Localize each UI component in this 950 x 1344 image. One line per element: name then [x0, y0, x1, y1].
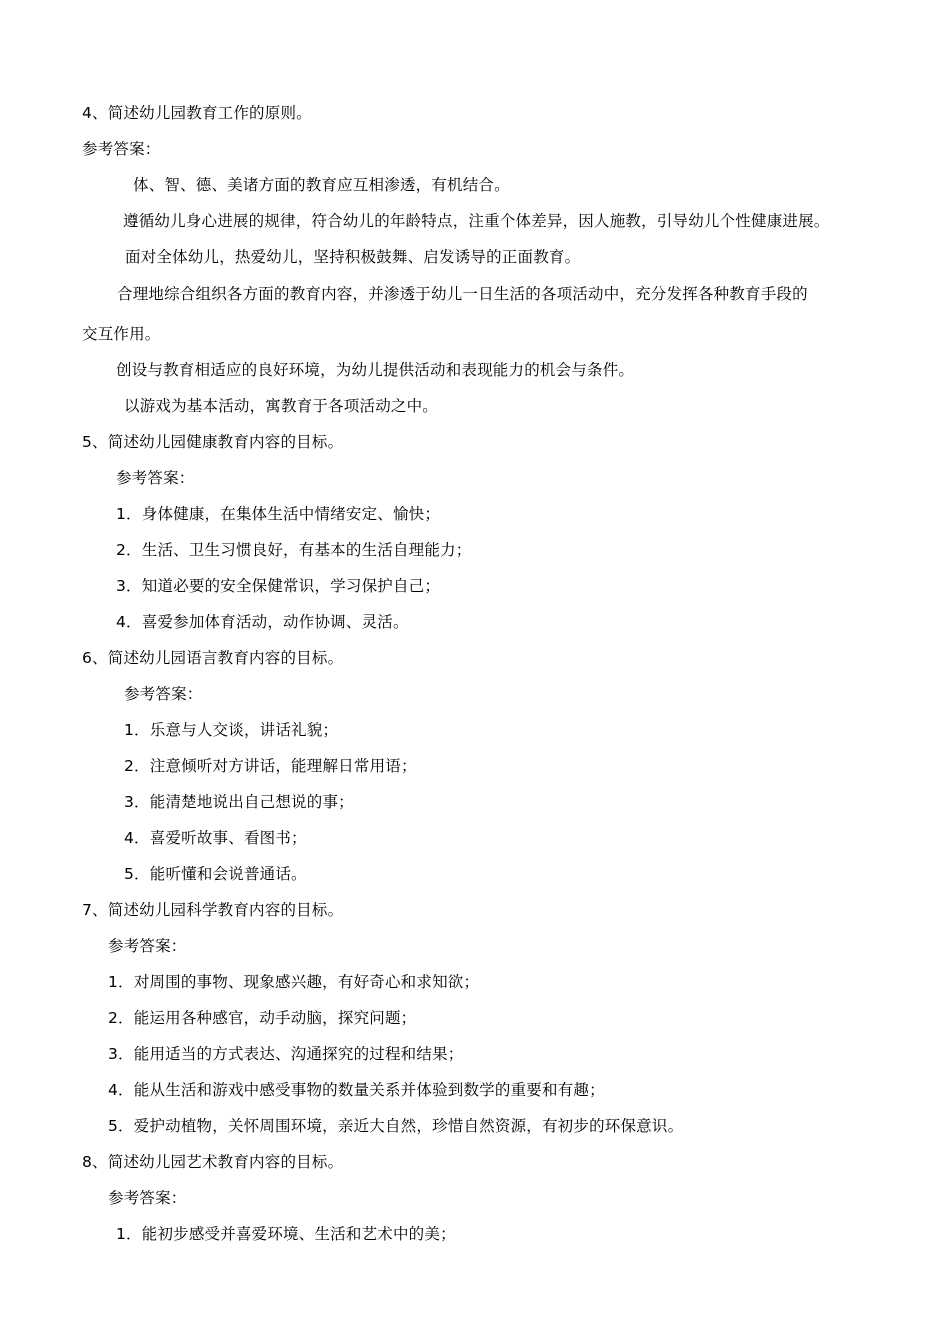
question-5-item: 2．生活、卫生习惯良好，有基本的生活自理能力； [116, 541, 472, 559]
question-6-item: 2．注意倾听对方讲话，能理解日常用语； [124, 757, 417, 775]
question-8-answer-label: 参考答案： [108, 1189, 187, 1207]
question-6-answer-label: 参考答案： [124, 685, 203, 703]
question-6-title: 6、简述幼儿园语言教育内容的目标。 [82, 649, 344, 667]
question-6-item: 5．能听懂和会说普通话。 [124, 865, 307, 883]
question-8-title: 8、简述幼儿园艺术教育内容的目标。 [82, 1153, 344, 1171]
question-7-item: 4．能从生活和游戏中感受事物的数量关系并体验到数学的重要和有趣； [108, 1081, 605, 1099]
question-7-title: 7、简述幼儿园科学教育内容的目标。 [82, 901, 344, 919]
question-7-answer-label: 参考答案： [108, 937, 187, 955]
question-5-item: 4．喜爱参加体育活动，动作协调、灵活。 [116, 613, 409, 631]
question-4-point: 遵循幼儿身心进展的规律，符合幼儿的年龄特点，注重个体差异，因人施教，引导幼儿个性健康进展。 [123, 212, 830, 230]
question-7-item: 1．对周围的事物、现象感兴趣，有好奇心和求知欲； [108, 973, 480, 991]
question-4-point: 合理地综合组织各方面的教育内容，并渗透于幼儿一日生活的各项活动中，充分发挥各种教育手段的 [117, 285, 808, 303]
question-4-answer-label: 参考答案： [82, 140, 161, 158]
question-6-item: 4．喜爱听故事、看图书； [124, 829, 307, 847]
question-8-item: 1．能初步感受并喜爱环境、生活和艺术中的美； [116, 1225, 456, 1243]
question-7-item: 2．能运用各种感官，动手动脑，探究问题； [108, 1009, 417, 1027]
question-4-point: 面对全体幼儿，热爱幼儿，坚持积极鼓舞、启发诱导的正面教育。 [125, 248, 581, 266]
question-7-item: 5．爱护动植物，关怀周围环境，亲近大自然，珍惜自然资源，有初步的环保意识。 [108, 1117, 684, 1135]
question-4-title: 4、简述幼儿园教育工作的原则。 [82, 104, 312, 122]
question-6-item: 3．能清楚地说出自己想说的事； [124, 793, 354, 811]
question-4-point-continuation: 交互作用。 [82, 325, 161, 343]
question-5-item: 3．知道必要的安全保健常识，学习保护自己； [116, 577, 441, 595]
question-7-item: 3．能用适当的方式表达、沟通探究的过程和结果； [108, 1045, 464, 1063]
question-4-point: 以游戏为基本活动，寓教育于各项活动之中。 [124, 397, 439, 415]
question-4-point: 创设与教育相适应的良好环境，为幼儿提供活动和表现能力的机会与条件。 [116, 361, 635, 379]
question-5-title: 5、简述幼儿园健康教育内容的目标。 [82, 433, 344, 451]
question-4-point: 体、智、德、美诸方面的教育应互相渗透，有机结合。 [133, 176, 510, 194]
question-5-answer-label: 参考答案： [116, 469, 195, 487]
question-5-item: 1．身体健康，在集体生活中情绪安定、愉快； [116, 505, 441, 523]
question-6-item: 1．乐意与人交谈，讲话礼貌； [124, 721, 339, 739]
